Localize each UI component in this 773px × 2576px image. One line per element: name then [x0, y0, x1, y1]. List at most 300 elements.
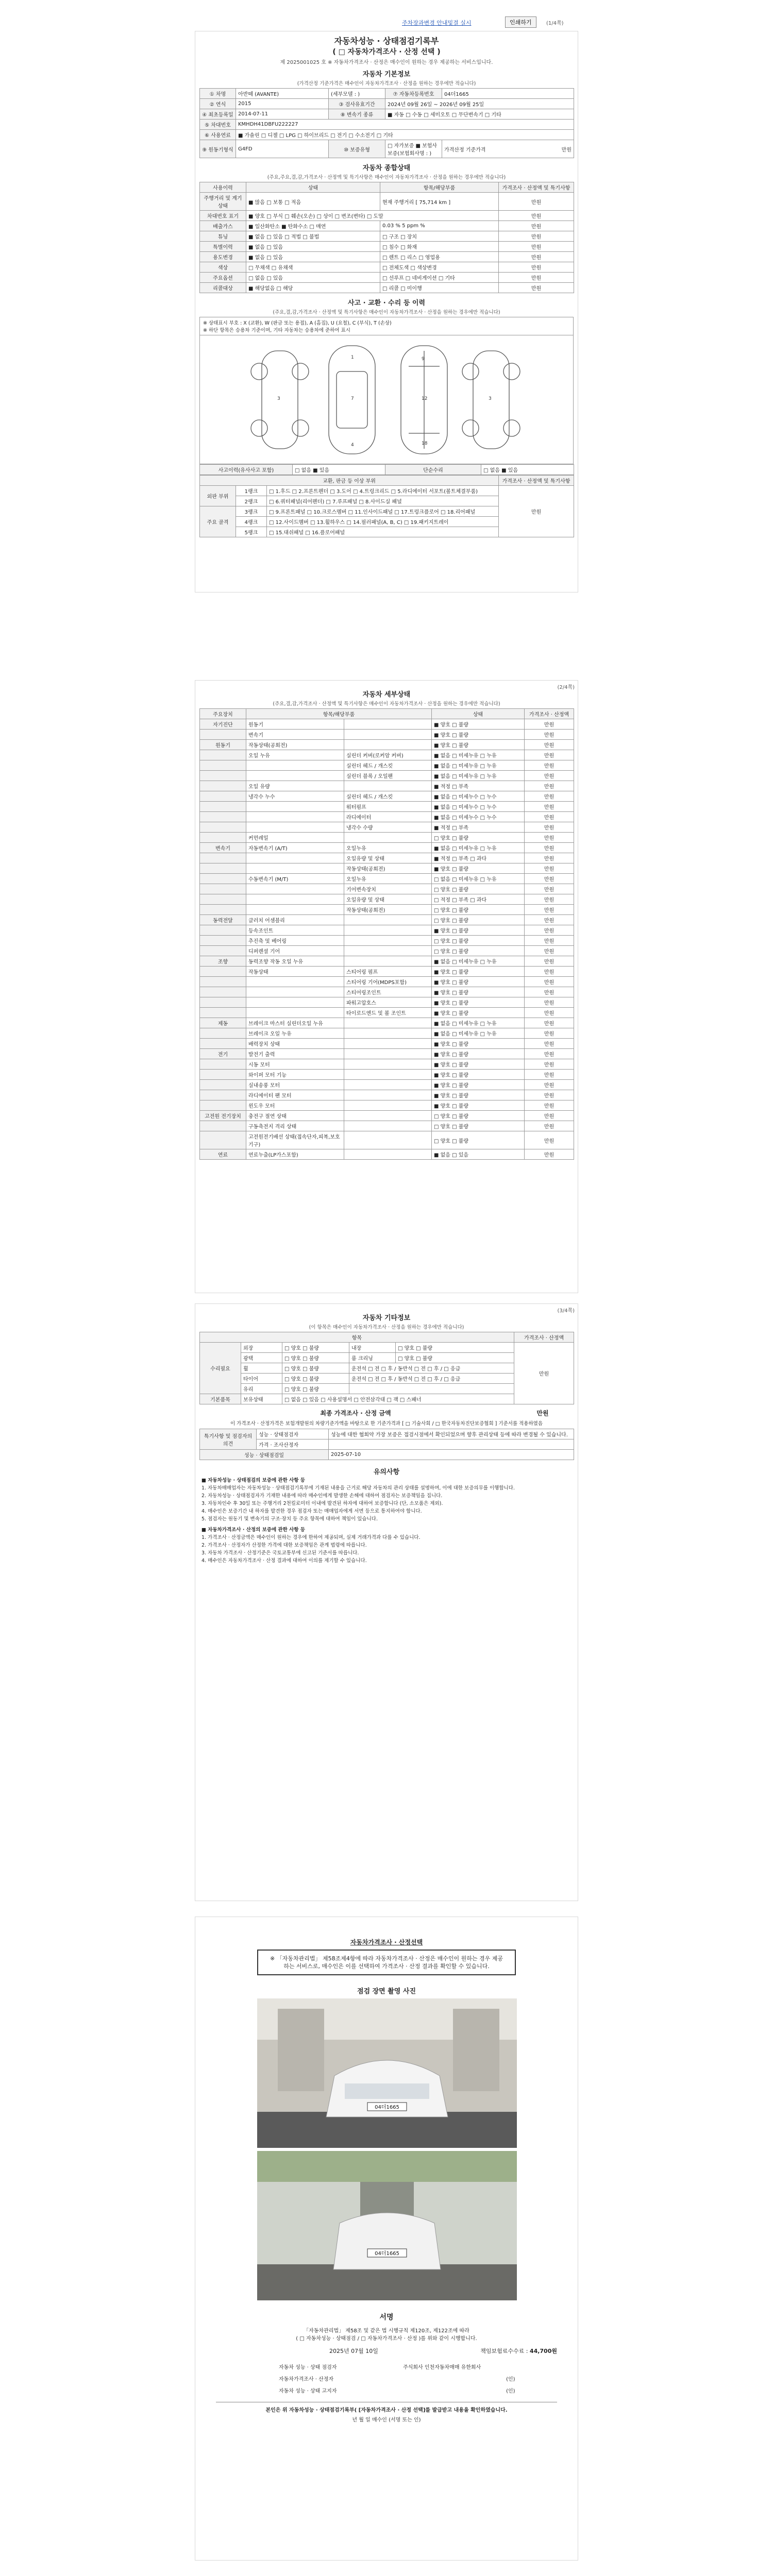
- cell: [200, 987, 246, 997]
- cell: 커먼레일: [246, 833, 344, 843]
- cell: ■ 양호 □ 불량: [432, 1070, 525, 1080]
- cell: [200, 1131, 246, 1149]
- cell: 튜닝: [200, 231, 246, 242]
- car-diagram: [199, 335, 574, 464]
- table-row: [200, 283, 574, 293]
- price-cell: 만원: [525, 915, 574, 925]
- cell: □ 양호 □ 불량: [432, 833, 525, 843]
- price-cell: 만원: [525, 843, 574, 853]
- cell: □ 양호 □ 불량: [432, 936, 525, 946]
- cell: [200, 760, 246, 771]
- table-row: [200, 1100, 574, 1111]
- value-transmission: ■ 자동 □ 수동 □ 세미오토 □ 무단변속기 □ 기타: [385, 109, 574, 120]
- notice-line: 2. 가격조사 · 산정자가 산정한 가격에 대한 보증책임은 관계 법령에 따릅니다.: [201, 1543, 367, 1548]
- table-row: [200, 1450, 574, 1460]
- cell: 성능 · 상태점검자: [257, 1429, 329, 1439]
- price-cell: 만원: [525, 997, 574, 1008]
- sign-footer-2: 년 월 일 매수인 (서명 또는 인): [352, 2417, 421, 2423]
- price-cell: 만원: [525, 760, 574, 771]
- accident-history-value: [293, 465, 385, 475]
- table-row: [200, 781, 574, 791]
- detail-table: [199, 708, 574, 1160]
- cell: 제동: [200, 1018, 246, 1028]
- table-row: [200, 843, 574, 853]
- cell: 기본품목: [200, 1394, 241, 1404]
- sheet-3: [195, 1303, 578, 1901]
- cell: [200, 977, 246, 987]
- cell: 특기사항 및 점검자의 의견: [200, 1429, 257, 1450]
- page-number-3: (3/4쪽): [557, 1308, 575, 1314]
- cell: ■ 없음 □ 있음: [246, 252, 380, 262]
- svg-text:18: 18: [422, 441, 428, 446]
- table-row: [200, 1121, 574, 1131]
- table-row: [200, 905, 574, 915]
- cell: [344, 956, 432, 967]
- cell: 룸 크리닝: [349, 1353, 396, 1363]
- cell: [246, 977, 344, 987]
- cell: [200, 833, 246, 843]
- table-row: [200, 1429, 574, 1439]
- cell: 유리: [241, 1384, 282, 1394]
- price-cell: 만원: [525, 771, 574, 781]
- cell: [200, 1090, 246, 1100]
- cell: □ 양호 □ 불량: [432, 1121, 525, 1131]
- price-cell: 만원: [525, 750, 574, 760]
- page-indicator: (1/4쪽): [546, 21, 564, 26]
- value-vin: KMHDH41DBFU222227: [236, 120, 574, 130]
- cell: 0.03 % 5 ppm %: [380, 221, 499, 231]
- cell: 실린더 커버(로커암 커버): [344, 750, 432, 760]
- cell: □ 전체도색 □ 색상변경: [380, 262, 499, 273]
- cell: [344, 1049, 432, 1059]
- cell: 만원: [499, 221, 574, 231]
- sign-role: 자동차가격조사 · 산정자: [279, 2377, 334, 2382]
- table-row: [200, 853, 574, 863]
- value-first-reg: 2014-07-11: [236, 109, 329, 120]
- table-row: [200, 242, 574, 252]
- price-cell: 만원: [525, 730, 574, 740]
- cell: [344, 1121, 432, 1131]
- label-inspect-valid: ③ 검사유효기간: [329, 99, 385, 109]
- cell: [200, 822, 246, 833]
- cell: □ 없음 □ 미세누유 □ 누유: [432, 874, 525, 884]
- price-cell: 만원: [525, 833, 574, 843]
- detail-title: 자동차 세부상태: [362, 691, 411, 699]
- cell: [200, 1070, 246, 1080]
- cell: [200, 936, 246, 946]
- cell: 만원: [499, 252, 574, 262]
- notice-title: 유의사항: [373, 1468, 400, 1476]
- cell: [344, 1080, 432, 1090]
- table-row: [200, 1070, 574, 1080]
- cell: 고전원전기배선 상태(접속단자,피복,보호기구): [246, 1131, 344, 1149]
- value-plate: 04더1665: [442, 89, 574, 99]
- cell: □ 양호 □ 불량: [282, 1384, 349, 1394]
- cell: □ 리콜 □ 미이행: [380, 283, 499, 293]
- cell: [246, 1008, 344, 1018]
- price-cell: 만원: [525, 1080, 574, 1090]
- cell: ■ 양호 □ 불량: [432, 925, 525, 936]
- other-table: [199, 1332, 574, 1404]
- value-warranty: □ 자가보증 ■ 보험사보증(보험회사명 : ): [385, 140, 442, 158]
- cell: 오일유량 및 상태: [344, 853, 432, 863]
- choice-title: 자동차가격조사 · 산정선택: [350, 1939, 423, 1946]
- cell: 실린더 헤드 / 개스킷: [344, 760, 432, 771]
- cell: 작동상태(공회전): [246, 740, 344, 750]
- state-table: [199, 182, 574, 293]
- cell: 운전석 □ 전 □ 후 / 동반석 □ 전 □ 후 / □ 응급: [349, 1363, 514, 1374]
- col-device: 주요장치: [200, 709, 246, 719]
- rank-items: □ 1.후드 □ 2.프론트펜더 □ 3.도어 □ 4.트렁크리드 □ 5.라디에이터 서포트(볼트체결부품): [267, 486, 499, 496]
- table-row: [200, 760, 574, 771]
- value-model: (세부모델 : ): [329, 89, 385, 99]
- cell: 자동변속기 (A/T): [246, 843, 344, 853]
- table-row: [200, 822, 574, 833]
- cell: [246, 905, 344, 915]
- table-header-row: [200, 709, 574, 719]
- cell: 현재 주행거리 [ 75,714 km ]: [380, 193, 499, 211]
- cell: ■ 해당없음 □ 해당: [246, 283, 380, 293]
- rank-items: □ 6.쿼터패널(리어펜더) □ 7.루프패널 □ 8.사이드실 패널: [267, 496, 499, 506]
- cell: 냉각수 수량: [344, 822, 432, 833]
- cell: ■ 양호 □ 불량: [432, 1080, 525, 1090]
- cell: □ 양호 □ 불량: [432, 1131, 525, 1149]
- value-fuel: ■ 가솔린 □ 디젤 □ LPG □ 하이브리드 □ 전기 □ 수소전기 □ 기타: [236, 130, 574, 140]
- cell: 냉각수 누수: [246, 791, 344, 802]
- cell: [246, 771, 344, 781]
- price-cell: 만원: [525, 1149, 574, 1160]
- table-row: [200, 221, 574, 231]
- sign-date: 2025년 07월 10일: [329, 2348, 378, 2354]
- price-cell: 만원: [525, 1100, 574, 1111]
- notice-line: 2. 자동차성능 · 상태점검자가 기재한 내용에 따라 매수인에게 발생한 손해에 대하여 점검자는 보증책임을 집니다.: [201, 1493, 443, 1499]
- label-first-reg: ④ 최초등록일: [200, 109, 236, 120]
- doc-subtitle: ( □ 자동차가격조사 · 산정 선택 ): [332, 48, 441, 56]
- table-row: [200, 140, 574, 158]
- cell: 만원: [499, 242, 574, 252]
- cell: 성능 · 상태점검일: [200, 1450, 329, 1460]
- cell: [246, 894, 344, 905]
- label-engine: ⑨ 원동기형식: [200, 140, 236, 158]
- cell: □ 양호 □ 불량: [282, 1374, 349, 1384]
- cell: ■ 양호 □ 불량: [432, 1008, 525, 1018]
- cell: 디퍼렌셜 기어: [246, 946, 344, 956]
- cell: ■ 없음 □ 미세누수 □ 누수: [432, 812, 525, 822]
- rank-label: 3랭크: [236, 506, 267, 517]
- table-row: [200, 1028, 574, 1039]
- cell: 외장: [241, 1343, 282, 1353]
- cell: 연료누출(LP가스포함): [246, 1149, 344, 1160]
- rank-label: 1랭크: [236, 486, 267, 496]
- sheet-1: [195, 31, 578, 592]
- cell: 워터펌프: [344, 802, 432, 812]
- price-cell: 만원: [525, 1131, 574, 1149]
- col-state: 상태: [432, 709, 525, 719]
- rank-label: 5랭크: [236, 527, 267, 537]
- cell: 전기: [200, 1049, 246, 1059]
- notice-line: 4. 매수인은 보증기간 내 하자를 발견한 경우 점검자 또는 매매업자에게 서면 등으로 통지하여야 합니다.: [201, 1509, 422, 1514]
- simple-repair-label: 단순수리: [385, 465, 481, 475]
- cell: 만원: [499, 231, 574, 242]
- cell: [246, 884, 344, 894]
- cell: ■ 양호 □ 불량: [432, 997, 525, 1008]
- cell: ■ 없음 □ 미세누유 □ 누유: [432, 843, 525, 853]
- cell: 동력조향 작동 오일 누유: [246, 956, 344, 967]
- cell: ■ 양호 □ 불량: [432, 1090, 525, 1100]
- table-row: [200, 730, 574, 740]
- price-cell: 만원: [525, 853, 574, 863]
- cell: 조향: [200, 956, 246, 967]
- svg-text:4: 4: [351, 443, 354, 448]
- cell: [200, 730, 246, 740]
- cell: □ 없음 □ 있음: [246, 273, 380, 283]
- choice-text: ※ 「자동차관리법」 제58조제4항에 따라 자동차가격조사 · 산정은 매수인이 원하는 경우 제공하는 서비스로, 매수인은 이를 선택하여 가격조사 · 산정 결과를 확인할 수 있습니다.: [257, 1950, 516, 1975]
- cell: [344, 915, 432, 925]
- cell: [344, 833, 432, 843]
- cell: [344, 1070, 432, 1080]
- label-plate: ⑦ 자동차등록번호: [385, 89, 442, 99]
- cell: [344, 740, 432, 750]
- table-row: [200, 884, 574, 894]
- sign-row: [217, 2373, 556, 2384]
- cell: 실린더 헤드 / 개스킷: [344, 791, 432, 802]
- cell: [329, 1439, 574, 1450]
- notice-body: [201, 1477, 572, 1564]
- table-row: [200, 915, 574, 925]
- price-cell: 만원: [525, 1039, 574, 1049]
- price-cell: 만원: [525, 874, 574, 884]
- col-item: 항목/해당부품: [380, 182, 499, 193]
- table-row: [200, 936, 574, 946]
- cell: [344, 1149, 432, 1160]
- col-price: 가격조사 · 산정액: [525, 709, 574, 719]
- page-number-2: (2/4쪽): [557, 685, 575, 690]
- cell: [200, 967, 246, 977]
- value-car-name: 아반떼 (AVANTE): [236, 89, 329, 99]
- svg-text:7: 7: [351, 396, 354, 401]
- cell: ■ 양호 □ 불량: [432, 863, 525, 874]
- table-row: [200, 465, 574, 475]
- table-row: [200, 956, 574, 967]
- table-row: [200, 874, 574, 884]
- cell: 만원: [499, 262, 574, 273]
- cell: [200, 884, 246, 894]
- fee-label: 책임보험료수수료 :: [480, 2348, 528, 2354]
- rear-photo: [257, 2151, 517, 2300]
- price-cell: 만원: [525, 863, 574, 874]
- cell: 실내송풍 모터: [246, 1080, 344, 1090]
- cell: 윈도우 모터: [246, 1100, 344, 1111]
- cell: ■ 적정 □ 부족: [432, 781, 525, 791]
- cell: 보유상태: [241, 1394, 282, 1404]
- cell: 만원: [514, 1343, 574, 1404]
- cell: 스티어링 기어(MDPS포함): [344, 977, 432, 987]
- cell: [200, 1008, 246, 1018]
- table-row: [200, 1049, 574, 1059]
- cell: [200, 874, 246, 884]
- cell: [200, 802, 246, 812]
- col-status: 상태: [246, 182, 380, 193]
- state-note: (주요,주요,결,감,가격조사 · 산정액 및 특기사항은 매수인이 자동차가격조사 · 산정을 원하는 경우에만 적습니다): [267, 175, 506, 180]
- notice-line: 1. 가격조사 · 산정금액은 매수인이 원하는 경우에 한하여 제공되며, 실제 거래가격과 다를 수 있습니다.: [201, 1535, 421, 1540]
- cell: □ 선루프 □ 네비게이션 □ 기타: [380, 273, 499, 283]
- table-row: [200, 740, 574, 750]
- cell: ■ 없음 □ 미세누유 □ 누유: [432, 771, 525, 781]
- no-option: □ 없음: [295, 468, 311, 473]
- price-cell: 만원: [525, 740, 574, 750]
- price-cell: 만원: [525, 987, 574, 997]
- other-head-item: 항목: [200, 1332, 514, 1343]
- cell: ■ 양호 □ 부식 □ 훼손(오손) □ 상이 □ 변조(변타) □ 도말: [246, 211, 499, 221]
- front-photo: [257, 1998, 517, 2148]
- cell: ■ 없음 □ 있음 □ 적법 □ 불법: [246, 231, 380, 242]
- label-warranty: ⑩ 보증유형: [329, 140, 385, 158]
- cell: [344, 730, 432, 740]
- cell: 연료: [200, 1149, 246, 1160]
- table-row: [200, 193, 574, 211]
- price-cell: 만원: [525, 1008, 574, 1018]
- price-cell: 만원: [525, 781, 574, 791]
- cell: 고전원 전기장치: [200, 1111, 246, 1121]
- table-header-row: [200, 182, 574, 193]
- table-row: [200, 1080, 574, 1090]
- cell: [200, 791, 246, 802]
- frame-label: 주요 골격: [200, 506, 236, 537]
- table-row: [200, 130, 574, 140]
- cell: □ 양호 □ 불량: [282, 1353, 349, 1363]
- col-part: 항목/해당부품: [246, 709, 432, 719]
- cell: [246, 812, 344, 822]
- cell: ■ 없음 □ 있음: [246, 242, 380, 252]
- cell: 만원: [499, 193, 574, 211]
- cell: ■ 없음 □ 미세누유 □ 누유: [432, 956, 525, 967]
- cell: 스티어링 펌프: [344, 967, 432, 977]
- cell: □ 침수 □ 화재: [380, 242, 499, 252]
- cell: 만원: [499, 283, 574, 293]
- cell: ■ 없음 □ 미세누유 □ 누유: [432, 1018, 525, 1028]
- cell: 색상: [200, 262, 246, 273]
- table-row: [200, 925, 574, 936]
- value-year: 2015: [236, 99, 329, 109]
- final-disclaimer: 이 가격조사 · 산정가격은 보험개발원의 차량기준가액을 바탕으로 한 기준가격과 [ □ 기술사회 / □ 한국자동차진단보증협회 ] 기준서를 적용하였음: [230, 1421, 543, 1427]
- cell: 만원: [499, 211, 574, 221]
- label-year: ② 연식: [200, 99, 236, 109]
- label-vin: ⑤ 차대번호: [200, 120, 236, 130]
- cell: 수리필요: [200, 1343, 241, 1394]
- cell: 타이로드엔드 및 볼 조인트: [344, 1008, 432, 1018]
- price-cell: 만원: [525, 1018, 574, 1028]
- cell: 운전석 □ 전 □ 후 / 동반석 □ 전 □ 후 / □ 응급: [349, 1374, 514, 1384]
- notice-line: 5. 점검자는 원동기 및 변속기의 구조·장치 등 주요 항목에 대하여 책임이 있습니다.: [201, 1516, 378, 1522]
- cell: ■ 없음 □ 있음: [432, 1149, 525, 1160]
- cell: ■ 양호 □ 불량: [432, 719, 525, 730]
- cell: 와이퍼 모터 기능: [246, 1070, 344, 1080]
- table-row: [200, 99, 574, 109]
- cell: ■ 일산화탄소 ■ 탄화수소 □ 매연: [246, 221, 380, 231]
- table-row: [200, 1008, 574, 1018]
- cell: [200, 997, 246, 1008]
- cell: ■ 양호 □ 불량: [432, 740, 525, 750]
- accident-title: 사고 · 교환 · 수리 등 이력: [347, 299, 426, 307]
- table-header-row: [200, 1332, 574, 1343]
- state-title: 자동차 종합상태: [362, 164, 411, 172]
- cell: 라디에이터: [344, 812, 432, 822]
- cell: [344, 936, 432, 946]
- table-row: [200, 997, 574, 1008]
- cell: 오일 누유: [246, 750, 344, 760]
- cell: [344, 1059, 432, 1070]
- cell: ■ 양호 □ 불량: [432, 977, 525, 987]
- price-cell: 만원: [525, 822, 574, 833]
- sign-row: [217, 2361, 556, 2372]
- cell: □ 양호 □ 불량: [432, 915, 525, 925]
- rank-price: 만원: [499, 486, 574, 537]
- photo-plate-2: 04더1665: [375, 2251, 399, 2257]
- table-row: [200, 1090, 574, 1100]
- sign-row: [217, 2385, 556, 2396]
- cell: 브레이크 마스터 실린더오일 누유: [246, 1018, 344, 1028]
- cell: [344, 781, 432, 791]
- price-cell: 만원: [525, 1049, 574, 1059]
- cell: ■ 양호 □ 불량: [432, 987, 525, 997]
- cell: [246, 802, 344, 812]
- notice-link[interactable]: 주차장과변경 안내및결 실시: [402, 20, 472, 26]
- label-fuel: ⑥ 사용연료: [200, 130, 236, 140]
- table-row: [200, 1149, 574, 1160]
- sign-name: 주식회사 인천자동차매매 유한회사: [403, 2365, 481, 2370]
- signature-section: [216, 2312, 557, 2423]
- car-outline-diagram: [200, 335, 574, 464]
- cell: [246, 760, 344, 771]
- label-car-name: ① 차명: [200, 89, 236, 99]
- price-cell: 만원: [525, 719, 574, 730]
- table-row: [200, 812, 574, 822]
- outer-label: 외판 부위: [200, 486, 236, 506]
- table-row: [200, 719, 574, 730]
- cell: [246, 997, 344, 1008]
- cell: ■ 없음 □ 미세누유 □ 누유: [432, 750, 525, 760]
- price-cell: 만원: [525, 946, 574, 956]
- cell: [344, 1039, 432, 1049]
- sign-role: 자동차 성능 · 상태 점검자: [279, 2365, 337, 2370]
- choice-box: [257, 1938, 516, 1975]
- cell: ■ 없음 □ 미세누유 □ 누유: [432, 1028, 525, 1039]
- table-row: [200, 262, 574, 273]
- cell: [200, 905, 246, 915]
- rank-table: [199, 475, 574, 537]
- basic-title: 자동차 기본정보: [362, 71, 411, 78]
- price-cell: 만원: [525, 936, 574, 946]
- cell: 가격 · 조사산정자: [257, 1439, 329, 1450]
- cell: 동력전달: [200, 915, 246, 925]
- sign-text-1: 「자동차관리법」 제58조 및 같은 법 시행규칙 제120조, 제122조에 따라: [304, 2328, 469, 2334]
- price-cell: 만원: [525, 894, 574, 905]
- sign-title: 서명: [379, 2313, 394, 2321]
- cell: □ 구조 □ 장치: [380, 231, 499, 242]
- cell: 오일누유: [344, 843, 432, 853]
- final-unit: 만원: [536, 1410, 549, 1417]
- cell: ■ 양호 □ 불량: [432, 1039, 525, 1049]
- sign-name: (인): [506, 2388, 515, 2394]
- table-row: [200, 894, 574, 905]
- sign-name: (인): [506, 2377, 515, 2382]
- price-cell: 만원: [525, 1028, 574, 1039]
- cell: 등속조인트: [246, 925, 344, 936]
- cell: ■ 없음 □ 미세누수 □ 누수: [432, 791, 525, 802]
- table-row: [200, 946, 574, 956]
- cell: 작동상태: [246, 967, 344, 977]
- print-button[interactable]: 인쇄하기: [505, 16, 536, 28]
